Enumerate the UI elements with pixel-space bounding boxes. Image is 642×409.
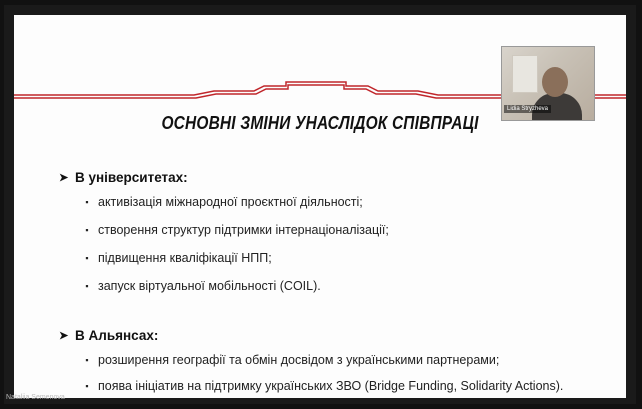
participant-head	[542, 67, 568, 97]
arrow-bullet-icon: ➤	[59, 330, 69, 342]
bullet-dot-icon: ▪	[85, 281, 89, 291]
section-heading-universities	[59, 170, 188, 185]
bullet-dot-icon: ▪	[85, 253, 89, 263]
bullet-dot-icon: ▪	[85, 225, 89, 235]
participant-video-thumbnail[interactable]	[501, 46, 595, 121]
bullet-dot-icon: ▪	[85, 355, 89, 365]
presenter-name-label: Nataliia Semenova	[6, 394, 65, 401]
list-item	[82, 223, 389, 237]
list-item	[82, 353, 499, 367]
bullet-dot-icon: ▪	[85, 381, 89, 391]
list-item-text: підвищення кваліфікації НПП;	[98, 251, 272, 265]
list-item-text: поява ініціатив на підтримку українських ЗВО (Bridge Funding, Solidarity Actions).	[98, 379, 564, 393]
screen-share-frame	[4, 5, 636, 404]
list-item-text: створення структур підтримки інтернаціоналізації;	[98, 223, 389, 237]
list-item-text: запуск віртуальної мобільності (COIL).	[98, 279, 321, 293]
background-window	[512, 55, 538, 93]
arrow-bullet-icon: ➤	[59, 172, 69, 184]
bullet-dot-icon: ▪	[85, 197, 89, 207]
list-item	[82, 379, 563, 393]
section-heading-label: В Альянсах:	[75, 328, 159, 343]
section-heading-label: В університетах:	[75, 170, 188, 185]
list-item-text: розширення географії та обмін досвідом з українськими партнерами;	[98, 353, 500, 367]
slide-title: ОСНОВНІ ЗМІНИ УНАСЛІДОК СПІВПРАЦІ	[161, 113, 479, 133]
list-item	[82, 279, 321, 293]
section-heading-alliances	[59, 328, 158, 343]
participant-name-tag: Lidia Stryzheva	[504, 105, 551, 113]
list-item	[82, 195, 363, 209]
list-item-text: активізація міжнародної проєктної діяльності;	[98, 195, 363, 209]
list-item	[82, 251, 272, 265]
